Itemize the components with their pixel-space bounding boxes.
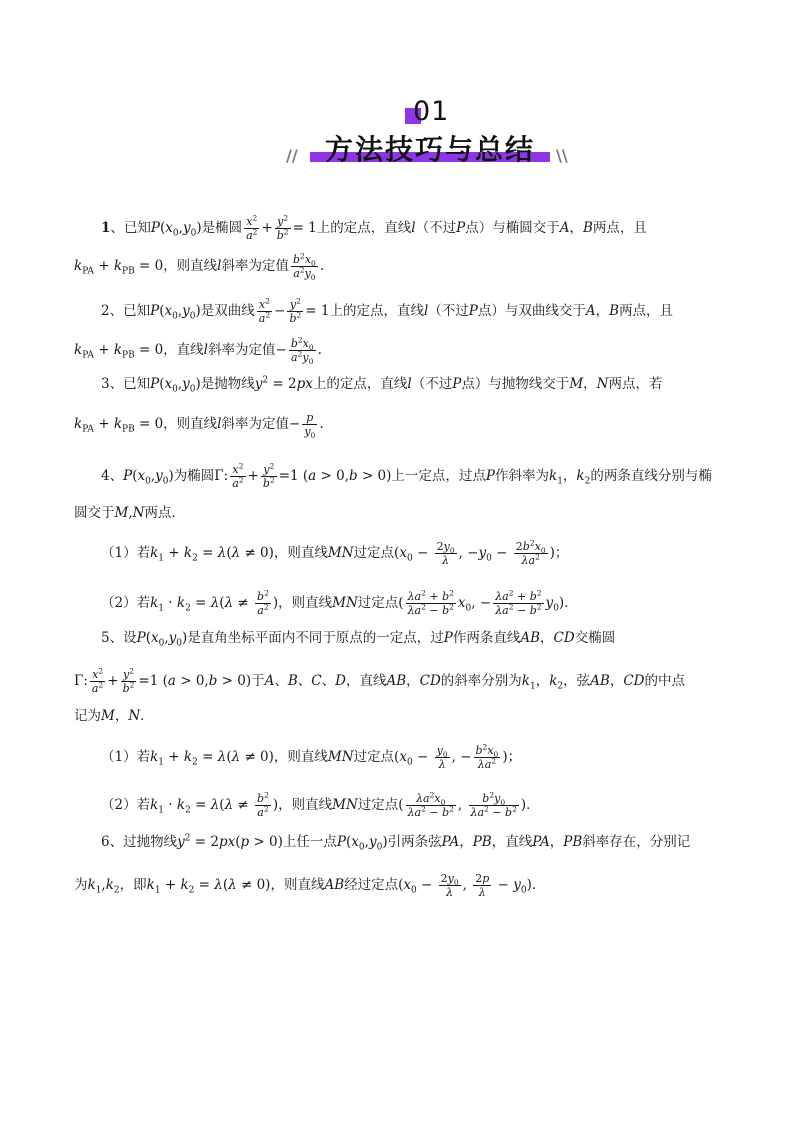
text: 点）与抛物线交于 [461,376,570,392]
fraction: $\frac{b^2x_0}{a^2y_0}$ [293,251,316,283]
text: ，则直线 [273,545,328,561]
text: ． [526,797,540,813]
item-4-sub-2: （2）若$k_1 \cdot k_2 = \lambda(\lambda$ ≠ $\frac{b^2}{a^2}$ )，则直线MN过定点( $\frac{\lambda a^2 + b^2}{\lambda a^2 - b^2}$ $x_0$, − $\frac{\lambda a^2 + b^2}{\lambda a^2 - b^2}$ $y_0$)． [101,588,578,617]
text: ， [406,673,420,689]
text: （不过 [428,303,469,319]
item-2-line-1: 2、已知$P(x_0,y_0)$是双曲线 $\frac{x^2}{a^2}$ − $\frac{y^2}{b^2}$ = 1上的定点，直线l（不过P点）与双曲线交于A，B两点，且 [101,296,674,325]
text: （不过 [415,220,457,236]
item-3-line-2: $k_{PA} + k_{PB} = 0$，则直线l斜率为定值− $\frac{p}{y_0}$ . [74,411,324,441]
fraction: $\frac{2p}{\lambda}$ [475,872,490,899]
section-title-text: 方法技巧与总结 [324,133,535,166]
text: 是椭圆 [201,220,243,236]
fraction: $\frac{\lambda a^2x_0}{\lambda a^2 - b^2}$ [407,790,454,819]
fraction: $\frac{b^2x_0}{a^2y_0}$ [290,335,314,367]
section-number-text: 01 [413,96,450,127]
text: 的中点 [644,673,685,689]
fraction: $\frac{b^2y_0}{\lambda a^2 - b^2}$ [470,790,517,819]
text: ，则直线 [270,877,325,893]
text: ，直线 [345,673,387,689]
text: 作斜率为 [495,468,549,484]
fraction: $\frac{y^2}{b^2}$ [276,213,289,242]
text: 、 [274,673,288,689]
text: 两点，若 [608,376,663,392]
fraction: $\frac{y_0}{\lambda}$ [436,744,448,771]
item-5-line-2: Γ: $\frac{x^2}{a^2}$ + $\frac{y^2}{b^2}$ =1 (a > 0,b > 0)于A、B、C、D，直线AB，CD的斜率分别为$k_1$，$k_2$，弦AB，CD的中点 [74,666,685,695]
text: ，直线 [491,834,533,850]
text: ， [535,673,550,689]
text: ， [583,376,597,392]
fraction: $\frac{b^2}{a^2}$ [257,588,269,617]
text: ， [562,468,577,484]
text: （1）若 [101,749,151,765]
text: ， [569,220,583,236]
text: 斜率为定值 [221,416,289,432]
text: 、 [321,673,336,689]
item-4-sub-1: （1）若$k_1 + k_2 = \lambda(\lambda \ne 0)$，则直线MN过定点($x_0$ − $\frac{2y_0}{\lambda}$ , $-y_0$ − $\frac{2b^2x_0}{\lambda a^2}$ )； [101,538,569,567]
text: 点）与椭圆交于 [465,220,560,236]
text: 上一定点，过点 [391,468,486,484]
text: 是直角坐标平面内不同于原点的一定点，过 [187,630,444,646]
item-2-number: 2 [101,303,110,319]
text: ， [595,303,610,319]
title-slash-left: // [286,146,298,165]
fraction: $\frac{2y_0}{\lambda}$ [436,540,455,567]
item-3-line-1: 3、已知$P(x_0,y_0)$是抛物线$y^2 = 2px$上的定点，直线l（不过P点）与抛物线交于M，N两点，若 [101,375,663,395]
fraction: $\frac{b^2x_0}{\lambda a^2}$ [475,742,499,771]
item-6-line-1: 6、过抛物线$y^2 = 2px(p > 0)$上任一点$P(x_0,y_0)$引两条弦PA，PB，直线PA，PB斜率存在，分别记 [101,833,691,853]
text: 为椭圆 [173,468,215,484]
text: 的两条直线分别与椭 [590,468,712,484]
text: 上的定点，直线 [329,303,424,319]
text: ； [507,749,522,765]
fraction: $\frac{2b^2x_0}{\lambda a^2}$ [515,538,546,567]
fraction: $\frac{y^2}{b^2}$ [122,666,135,695]
item-1-line-1: 1、已知$P(x_0,y_0)$是椭圆 $\frac{x^2}{a^2}$ + $\frac{y^2}{b^2}$ = 1上的定点，直线l（不过P点）与椭圆交于A，B两点，且 [101,213,647,242]
text: ， [459,834,473,850]
text: 为 [74,877,88,893]
text: ． [564,595,578,611]
item-5-number: 5 [101,630,110,646]
text: 、 [109,468,124,484]
fraction: $\frac{x^2}{a^2}$ [91,666,104,695]
text: ，则直线 [163,416,218,432]
text: 两点． [144,505,185,521]
item-3-number: 3 [101,376,110,392]
text: ． [531,877,546,893]
text: 的斜率分别为 [440,673,522,689]
text: . [319,416,324,432]
text: 交椭圆 [574,630,616,646]
text: ． [140,708,154,724]
text: 、过抛物线 [109,834,178,850]
item-5-sub-1: （1）若$k_1 + k_2 = \lambda(\lambda \ne 0)$，则直线MN过定点($x_0$ − $\frac{y_0}{\lambda}$ , − $\frac{b^2x_0}{\lambda a^2}$ )； [101,742,522,771]
text: ，则直线 [273,749,328,765]
text: 、 [297,673,312,689]
text: 斜率存在，分别记 [582,834,691,850]
text: ， [609,673,624,689]
text: 过定点 [357,595,399,611]
text: ，即 [119,877,147,893]
text: 引两条弦 [387,834,442,850]
item-1-number: 1 [101,220,111,236]
text: 过定点 [353,749,395,765]
text: 记为 [74,708,101,724]
item-4-line-2: 圆交于M,N两点． [74,505,185,521]
text: 圆交于 [74,505,115,521]
text: 是抛物线 [200,376,255,392]
item-6-number: 6 [101,834,110,850]
item-5-line-1: 5、设$P(x_0,y_0)$是直角坐标平面内不同于原点的一定点，过P作两条直线AB，CD交椭圆 [101,630,616,649]
text: 、设 [109,630,137,646]
fraction: $\frac{\lambda a^2 + b^2}{\lambda a^2 - b^2}$ [495,588,542,617]
text: 于 [251,673,265,689]
text: ， [540,630,554,646]
fraction: $\frac{b^2}{a^2}$ [257,790,269,819]
text: 斜率为定值 [208,342,276,358]
text: ，弦 [563,673,591,689]
text: （不过 [411,376,453,392]
text: 两点，且 [592,220,647,236]
text: （1）若 [101,545,151,561]
text: （2）若 [101,797,151,813]
text: ，则直线 [278,595,333,611]
text: ，则直线 [163,258,218,274]
text: ，则直线 [278,797,333,813]
text: . [319,258,325,274]
fraction: $\frac{x^2}{a^2}$ [232,461,244,490]
text: ， [549,834,564,850]
text: ，直线 [163,342,204,358]
text: 两点，且 [619,303,674,319]
fraction: $\frac{p}{y_0}$ [304,411,316,441]
text: 过定点 [353,545,395,561]
text: 、已知 [109,303,151,319]
text: 、已知 [110,220,151,236]
section-number [405,96,455,130]
text: 过定点 [357,797,399,813]
text: . [317,342,322,358]
text: （2）若 [101,595,151,611]
text: 是双曲线 [200,303,255,319]
fraction: $\frac{\lambda a^2 + b^2}{\lambda a^2 - b^2}$ [407,588,454,617]
text: 、已知 [109,376,151,392]
text: 作两条直线 [452,630,521,646]
text: 斜率为定值 [221,258,289,274]
text: 上的定点，直线 [312,376,408,392]
text: ； [554,545,569,561]
item-5-sub-2: （2）若$k_1 \cdot k_2 = \lambda(\lambda$ ≠ $\frac{b^2}{a^2}$ )，则直线MN过定点( $\frac{\lambda a^2x_0}{\lambda a^2 - b^2}$ , $\frac{b^2y_0}{\lambda a^2 - b^2}$ )． [101,790,540,819]
fraction: $\frac{y^2}{b^2}$ [262,461,275,490]
text: 上任一点 [282,834,337,850]
fraction: $\frac{x^2}{a^2}$ [258,296,271,325]
title-slash-right: \\ [556,146,568,165]
item-4-line-1: 4、$P(x_0,y_0)$为椭圆Γ: $\frac{x^2}{a^2}$ + $\frac{y^2}{b^2}$ =1 (a > 0,b > 0)上一定点，过点P作斜率为$k_1$，$k_2$的两条直线分别与椭 [101,461,712,490]
text: ， [114,708,129,724]
section-title [300,128,560,168]
item-6-line-2: 为$k_1,k_2$，即$k_1 + k_2 = \lambda(\lambda \ne 0)$，则直线AB经过定点($x_0$ − $\frac{2y_0}{\lambda}$ , $\frac{2p}{\lambda}$ − $y_0$)． [74,872,546,899]
text: 经过定点 [344,877,399,893]
fraction: $\frac{2y_0}{\lambda}$ [440,872,459,899]
item-5-line-3: 记为M，N． [74,708,154,724]
fraction: $\frac{y^2}{b^2}$ [289,296,302,325]
text: 上的定点，直线 [316,220,412,236]
item-1-line-2: $k_{PA} + k_{PB} = 0$，则直线l斜率为定值 $\frac{b^2x_0}{a^2y_0}$ . [74,251,325,283]
item-2-line-2: $k_{PA} + k_{PB} = 0$，直线l斜率为定值− $\frac{b^2x_0}{a^2y_0}$ . [74,335,322,367]
fraction: $\frac{x^2}{a^2}$ [246,213,258,242]
item-4-number: 4 [101,468,110,484]
text: 点）与双曲线交于 [477,303,586,319]
